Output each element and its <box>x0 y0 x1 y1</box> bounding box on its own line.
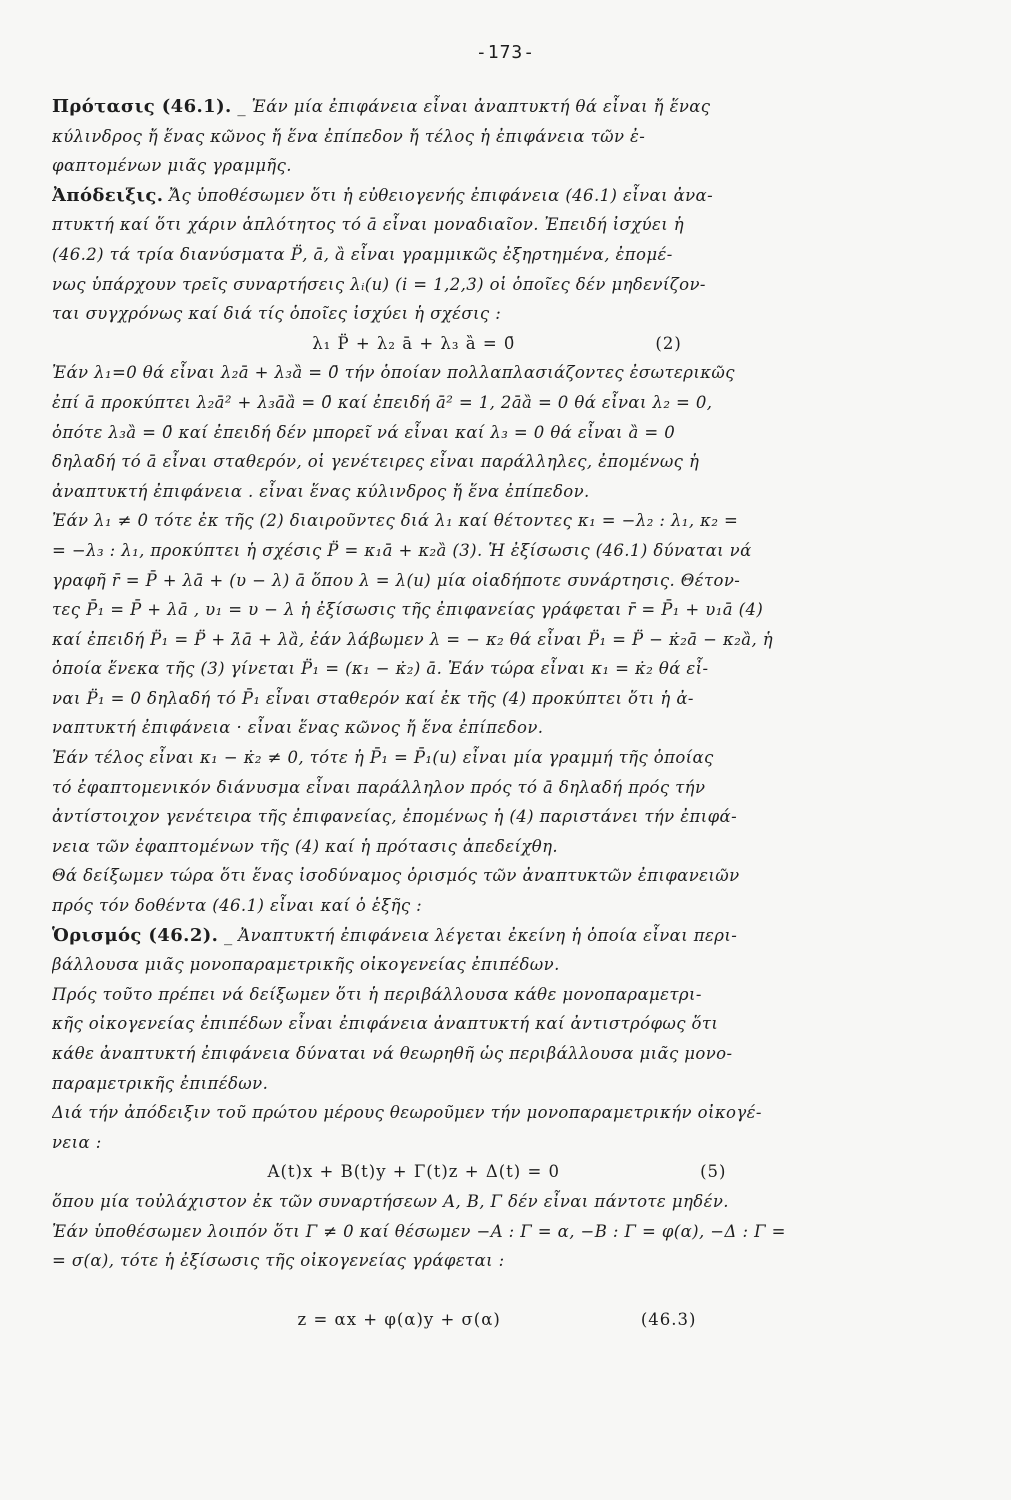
line-text: πρός τόν δοθέντα (46.1) εἶναι καί ὁ ἑξῆς : <box>52 896 423 916</box>
equation-number: (2) <box>655 333 682 353</box>
equation: z = αx + φ(α)y + σ(α) <box>297 1310 501 1330</box>
text-line <box>52 950 942 980</box>
line-text: βάλλουσα μιᾶς μονοπαραμετρικῆς οἰκογενείας ἐπιπέδων. <box>52 955 560 975</box>
line-text: κύλινδρος ἤ ἕνας κῶνος ἤ ἕνα ἐπίπεδον ἤ τέλος ἡ ἐπιφάνεια τῶν ἐ- <box>52 126 646 146</box>
line-text: Θά δείξωμεν τώρα ὅτι ἕνας ἰσοδύναμος ὁρισμός τῶν ἀναπτυκτῶν ἐπιφανειῶν <box>52 866 740 886</box>
line-text: _ Ἐάν μία ἐπιφάνεια εἶναι ἀναπτυκτή θά εἶναι ἤ ἕνας <box>231 97 711 116</box>
equation: λ₁ P̈ + λ₂ ā + λ₃ ȁ = 0̄ <box>312 333 516 353</box>
line-text: γραφῆ r̄ = P̄ + λā + (υ − λ) ā ὅπου λ = λ(u) μία οἱαδήποτε συνάρτησις. Θέτον- <box>52 570 741 590</box>
text-line <box>52 122 942 152</box>
text-line <box>52 181 942 211</box>
equation-line <box>52 1157 942 1187</box>
equation: A(t)x + B(t)y + Γ(t)z + Δ(t) = 0 <box>267 1162 561 1182</box>
text-line <box>52 1246 942 1276</box>
text-line <box>52 536 942 566</box>
line-text: ὁπότε λ₃ȁ = 0̄ καί ἐπειδή δέν μπορεῖ νά εἶναι καί λ₃ = 0 θά εἶναι ȁ = 0 <box>52 422 676 442</box>
line-text: Διά τήν ἀπόδειξιν τοῦ πρώτου μέρους θεωροῦμεν τήν μονοπαραμετρικήν οἰκογέ- <box>52 1103 762 1123</box>
line-text: = σ(α), τότε ἡ ἐξίσωσις τῆς οἰκογενείας γράφεται : <box>52 1251 505 1271</box>
text-line <box>52 270 942 300</box>
text-line <box>52 1069 942 1099</box>
line-text: ται συγχρόνως καί διά τίς ὁποῖες ἰσχύει ἡ σχέσις : <box>52 304 502 324</box>
text-line <box>52 447 942 477</box>
line-text: (46.2) τά τρία διανύσματα P̈, ā, ȁ εἶναι γραμμικῶς ἐξηρτημένα, ἐπομέ- <box>52 244 673 264</box>
text-line <box>52 625 942 655</box>
text-line <box>52 418 942 448</box>
equation-line <box>52 329 942 359</box>
line-text: Ἐάν ὑποθέσωμεν λοιπόν ὅτι Γ ≠ 0 καί θέσωμεν −A : Γ = α, −B : Γ = φ(α), −Δ : Γ = <box>52 1221 786 1241</box>
text-line <box>52 506 942 536</box>
line-text: _ Ἀναπτυκτή ἐπιφάνεια λέγεται ἐκείνη ἡ ὁποία εἶναι περι- <box>218 925 738 945</box>
text-line <box>52 358 942 388</box>
text-line <box>52 1128 942 1158</box>
line-text: Ἐάν λ₁=0 θά εἶναι λ₂ā + λ₃ȁ = 0̄ τήν ὁποίαν πολλαπλασιάζοντες ἐσωτερικῶς <box>52 363 735 383</box>
text-line <box>52 240 942 270</box>
section-label: Ἀπόδειξις. <box>52 184 164 206</box>
text-line <box>52 654 942 684</box>
text-line <box>52 861 942 891</box>
text-line <box>52 921 942 951</box>
text-line <box>52 684 942 714</box>
equation-number: (5) <box>700 1162 727 1182</box>
line-text: ἐπί ā προκύπτει λ₂ā² + λ₃āȁ = 0̄ καί ἐπειδή ā² = 1, 2āȁ = 0 θά εἶναι λ₂ = 0, <box>52 392 713 412</box>
line-text: φαπτομένων μιᾶς γραμμῆς. <box>52 156 292 176</box>
text-line <box>52 773 942 803</box>
line-text: ἀντίστοιχον γενέτειρα τῆς ἐπιφανείας, ἐπομένως ἡ (4) παριστάνει τήν ἐπιφά- <box>52 807 738 827</box>
text-line <box>52 980 942 1010</box>
text-line <box>52 477 942 507</box>
line-text: ἀναπτυκτή ἐπιφάνεια . εἶναι ἕνας κύλινδρος ἤ ἕνα ἐπίπεδον. <box>52 481 590 501</box>
text-line <box>52 832 942 862</box>
text-line <box>52 151 942 181</box>
section-label: Πρότασις (46.1). <box>52 96 232 117</box>
line-text: Ἐάν τέλος εἶναι κ₁ − κ̇₂ ≠ 0, τότε ἡ P̄₁ = P̄₁(u) εἶναι μία γραμμή τῆς ὁποίας <box>52 748 714 768</box>
text-line <box>52 92 942 122</box>
equation-line <box>52 1305 942 1335</box>
line-text: Ἄς ὑποθέσωμεν ὅτι ἡ εὐθειογενής ἐπιφάνεια (46.1) εἶναι ἀνα- <box>163 185 714 205</box>
line-text: ναι P̈₁ = 0 δηλαδή τό P̄₁ εἶναι σταθερόν καί ἐκ τῆς (4) προκύπτει ὅτι ἡ ἀ- <box>52 688 694 708</box>
equation-number: (46.3) <box>640 1310 697 1330</box>
line-text: πτυκτή καί ὅτι χάριν ἁπλότητος τό ā εἶναι μοναδιαῖον. Ἐπειδή ἰσχύει ἡ <box>52 215 685 235</box>
line-text: καί ἐπειδή P̈₁ = P̈ + λ̇ā + λȁ, ἐάν λάβωμεν λ = − κ₂ θά εἶναι P̈₁ = P̈ − κ̇₂ā − κ₂ȁ, ἡ <box>52 629 774 649</box>
line-text: νως ὑπάρχουν τρεῖς συναρτήσεις λᵢ(u) (i = 1,2,3) οἱ ὁποῖες δέν μηδενίζον- <box>52 274 706 294</box>
line-text: νεια : <box>52 1132 102 1152</box>
text-line <box>52 1098 942 1128</box>
text-line <box>52 388 942 418</box>
text-line <box>52 299 942 329</box>
text-line <box>52 1039 942 1069</box>
line-text: κῆς οἰκογενείας ἐπιπέδων εἶναι ἐπιφάνεια ἀναπτυκτή καί ἀντιστρόφως ὅτι <box>52 1014 719 1034</box>
text-line <box>52 210 942 240</box>
text-line <box>52 1009 942 1039</box>
text-line <box>52 802 942 832</box>
text-line <box>52 595 942 625</box>
document-body <box>52 92 942 1335</box>
line-text: κάθε ἀναπτυκτή ἐπιφάνεια δύναται νά θεωρηθῆ ὡς περιβάλλουσα μιᾶς μονο- <box>52 1044 733 1063</box>
blank-line <box>52 1276 942 1306</box>
line-text: δηλαδή τό ā εἶναι σταθερόν, οἱ γενέτειρες εἶναι παράλληλες, ἐπομένως ἡ <box>52 452 700 472</box>
line-text: ὅπου μία τοὐλάχιστον ἐκ τῶν συναρτήσεων A, B, Γ δέν εἶναι πάντοτε μηδέν. <box>52 1191 729 1211</box>
section-label: Ὁρισμός (46.2). <box>52 924 219 946</box>
text-line <box>52 566 942 596</box>
line-text: = −λ₃ : λ₁, προκύπτει ἡ σχέσις P̈ = κ₁ā + κ₂ȁ (3). Ἡ ἐξίσωσις (46.1) δύναται νά <box>52 540 752 560</box>
text-line <box>52 1187 942 1217</box>
line-text: ὁποία ἕνεκα τῆς (3) γίνεται P̈₁ = (κ₁ − κ̇₂) ā. Ἐάν τώρα εἶναι κ₁ = κ̇₂ θά εἶ- <box>52 659 709 679</box>
text-line <box>52 743 942 773</box>
line-text: τες P̄₁ = P̄ + λā , υ₁ = υ − λ ἡ ἐξίσωσις τῆς ἐπιφανείας γράφεται r̄ = P̄₁ + υ₁ā (4) <box>52 600 764 620</box>
line-text: Ἐάν λ₁ ≠ 0 τότε ἐκ τῆς (2) διαιροῦντες διά λ₁ καί θέτοντες κ₁ = −λ₂ : λ₁, κ₂ = <box>52 511 739 531</box>
line-text: παραμετρικῆς ἐπιπέδων. <box>52 1073 269 1093</box>
line-text: νεια τῶν ἐφαπτομένων τῆς (4) καί ἡ πρότασις ἀπεδείχθη. <box>52 836 559 856</box>
text-line <box>52 1217 942 1247</box>
line-text: τό ἐφαπτομενικόν διάνυσμα εἶναι παράλληλον πρός τό ā δηλαδή πρός τήν <box>52 777 706 797</box>
text-line <box>52 713 942 743</box>
text-line <box>52 891 942 921</box>
line-text: ναπτυκτή ἐπιφάνεια · εἶναι ἕνας κῶνος ἤ ἕνα ἐπίπεδον. <box>52 718 544 738</box>
page-number: -173- <box>475 42 536 63</box>
line-text: Πρός τοῦτο πρέπει νά δείξωμεν ὅτι ἡ περιβάλλουσα κάθε μονοπαραμετρι- <box>52 984 702 1004</box>
